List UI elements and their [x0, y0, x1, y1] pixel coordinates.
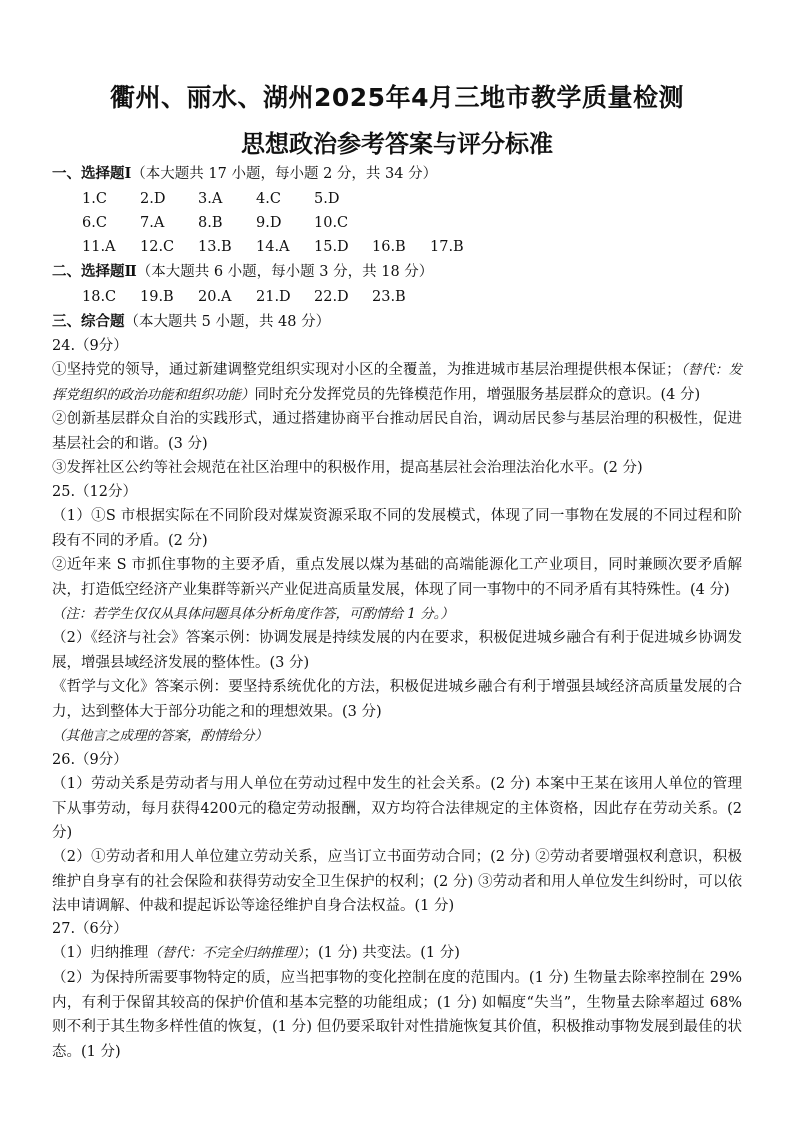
- answer-item: 7.A: [140, 215, 165, 231]
- answer-item: 8.B: [198, 215, 223, 231]
- answer-row-3: [82, 236, 488, 258]
- section-1-heading: [52, 163, 752, 185]
- q27-point-2: （2）为保持所需要事物特定的质，应当把事物的变化控制在度的范围内。(1 分) 生物量去除率控制在 29%内，有利于保留其较高的保护价值和基本完整的功能组成；(1 分) 如幅度“失当”，生物量去除率超过 68%则不利于其生物多样性值的恢复，(1 分) 但仍要采取针对性措施恢复其价值，积极推动事物发展到最佳的状态。(1 分): [52, 970, 742, 1060]
- q25-point-3: （2）《经济与社会》答案示例：协调发展是持续发展的内在要求，积极促进城乡融合有利于促进城乡协调发展，增强县域经济发展的整体性。(3 分): [52, 630, 742, 671]
- q27-heading: 27.（6分）: [52, 921, 128, 937]
- q27-point-1: [52, 941, 742, 966]
- q24-heading: 24.（9分）: [52, 338, 128, 354]
- section-2-title: 二、选择题Ⅱ: [52, 263, 137, 280]
- answer-item: 23.B: [372, 289, 406, 305]
- answer-item: 4.C: [256, 191, 281, 207]
- q24-point-1-text-b: 同时充分发挥党员的先锋模范作用，增强服务基层群众的意识。(4 分): [254, 386, 701, 403]
- answer-item: 22.D: [314, 289, 349, 305]
- answer-item: 5.D: [314, 191, 340, 207]
- section-2-info: （本大题共 6 小题，每小题 3 分，共 18 分）: [136, 264, 434, 280]
- q25-note-2: （其他言之成理的答案，酌情给分）: [52, 728, 268, 744]
- answer-item: 18.C: [82, 289, 117, 305]
- q24-point-2: ②创新基层群众自治的实践形式，通过搭建协商平台推动居民自治，调动居民参与基层治理的积极性，促进基层社会的和谐。(3 分): [52, 411, 742, 452]
- answer-item: 10.C: [314, 215, 349, 231]
- section-1-title: 一、选择题Ⅰ: [52, 165, 132, 182]
- q25-point-1: （1）①S 市根据实际在不同阶段对煤炭资源采取不同的发展模式，体现了同一事物在发展的不同过程和阶段有不同的矛盾。(2 分): [52, 508, 742, 549]
- answer-item: 2.D: [140, 191, 166, 207]
- answer-item: 15.D: [314, 239, 349, 255]
- q26-heading: 26.（9分）: [52, 752, 128, 768]
- answer-item: 3.A: [198, 191, 223, 207]
- q24-point-3: ③发挥社区公约等社会规范在社区治理中的积极作用，提高基层社会治理法治化水平。(2 分): [52, 460, 643, 476]
- answer-item: 13.B: [198, 239, 232, 255]
- q25-heading: 25.（12分）: [52, 484, 138, 500]
- q27-point-1-text-a: （1）归纳推理: [52, 945, 149, 961]
- q27-point-1-note: （替代：不完全归纳推理）: [148, 945, 304, 961]
- q24-point-1-note: （替代：发挥党组织的政治功能和组织功能）: [52, 362, 743, 403]
- answer-row-2: [82, 212, 372, 234]
- q26-point-2: （2）①劳动者和用人单位建立劳动关系，应当订立书面劳动合同；(2 分) ②劳动者要增强权利意识，积极维护自身享有的社会保险和获得劳动安全卫生保护的权利；(2 分) ③劳动者和用人单位发生纠纷时，可以依法申请调解、仲裁和提起诉讼等途径维护自身合法权益。(1 分): [52, 849, 742, 914]
- section-1-info: （本大题共 17 小题，每小题 2 分，共 34 分）: [131, 166, 438, 182]
- answer-row-1: [82, 188, 372, 210]
- q24-point-1-text-a: ①坚持党的领导，通过新建调整党组织实现对小区的全覆盖，为推进城市基层治理提供根本保证；: [52, 362, 681, 378]
- section-3-heading: [52, 311, 752, 333]
- q24-point-1: [52, 358, 742, 407]
- answer-item: 12.C: [140, 239, 175, 255]
- answer-item: 20.A: [198, 289, 232, 305]
- answer-item: 6.C: [82, 215, 107, 231]
- answer-item: 9.D: [256, 215, 282, 231]
- answer-item: 16.B: [372, 239, 406, 255]
- answer-item: 11.A: [82, 239, 116, 255]
- q26-point-1: （1）劳动关系是劳动者与用人单位在劳动过程中发生的社会关系。(2 分) 本案中王某在该用人单位的管理下从事劳动，每月获得4200元的稳定劳动报酬，双方均符合法律规定的主体资格，因此存在劳动关系。(2 分): [52, 776, 742, 841]
- answer-item: 14.A: [256, 239, 290, 255]
- q27-point-1-text-b: ；(1 分) 共变法。(1 分): [303, 945, 460, 961]
- answer-item: 19.B: [140, 289, 174, 305]
- section-3-info: （本大题共 5 小题，共 48 分）: [124, 314, 331, 330]
- q25-point-2: ②近年来 S 市抓住事物的主要矛盾，重点发展以煤为基础的高端能源化工产业项目，同时兼顾次要矛盾解决，打造低空经济产业集群等新兴产业促进高质量发展，体现了同一事物中的不同矛盾有其特殊性。(4 分): [52, 557, 742, 598]
- answer-row-4: [82, 286, 430, 308]
- section-2-heading: [52, 261, 752, 283]
- answer-item: 17.B: [430, 239, 464, 255]
- page-subtitle: 思想政治参考答案与评分标准: [241, 130, 553, 158]
- answer-item: 1.C: [82, 191, 107, 207]
- q25-note-1: （注：若学生仅仅从具体问题具体分析角度作答，可酌情给 1 分。）: [52, 606, 454, 622]
- section-3-title: 三、综合题: [52, 313, 125, 330]
- page-title: 衢州、丽水、湖州2025年4月三地市教学质量检测: [110, 83, 684, 112]
- answer-item: 21.D: [256, 289, 291, 305]
- q25-point-4: 《哲学与文化》答案示例：要坚持系统优化的方法，积极促进城乡融合有利于增强县域经济高质量发展的合力，达到整体大于部分功能之和的理想效果。(3 分): [52, 679, 742, 720]
